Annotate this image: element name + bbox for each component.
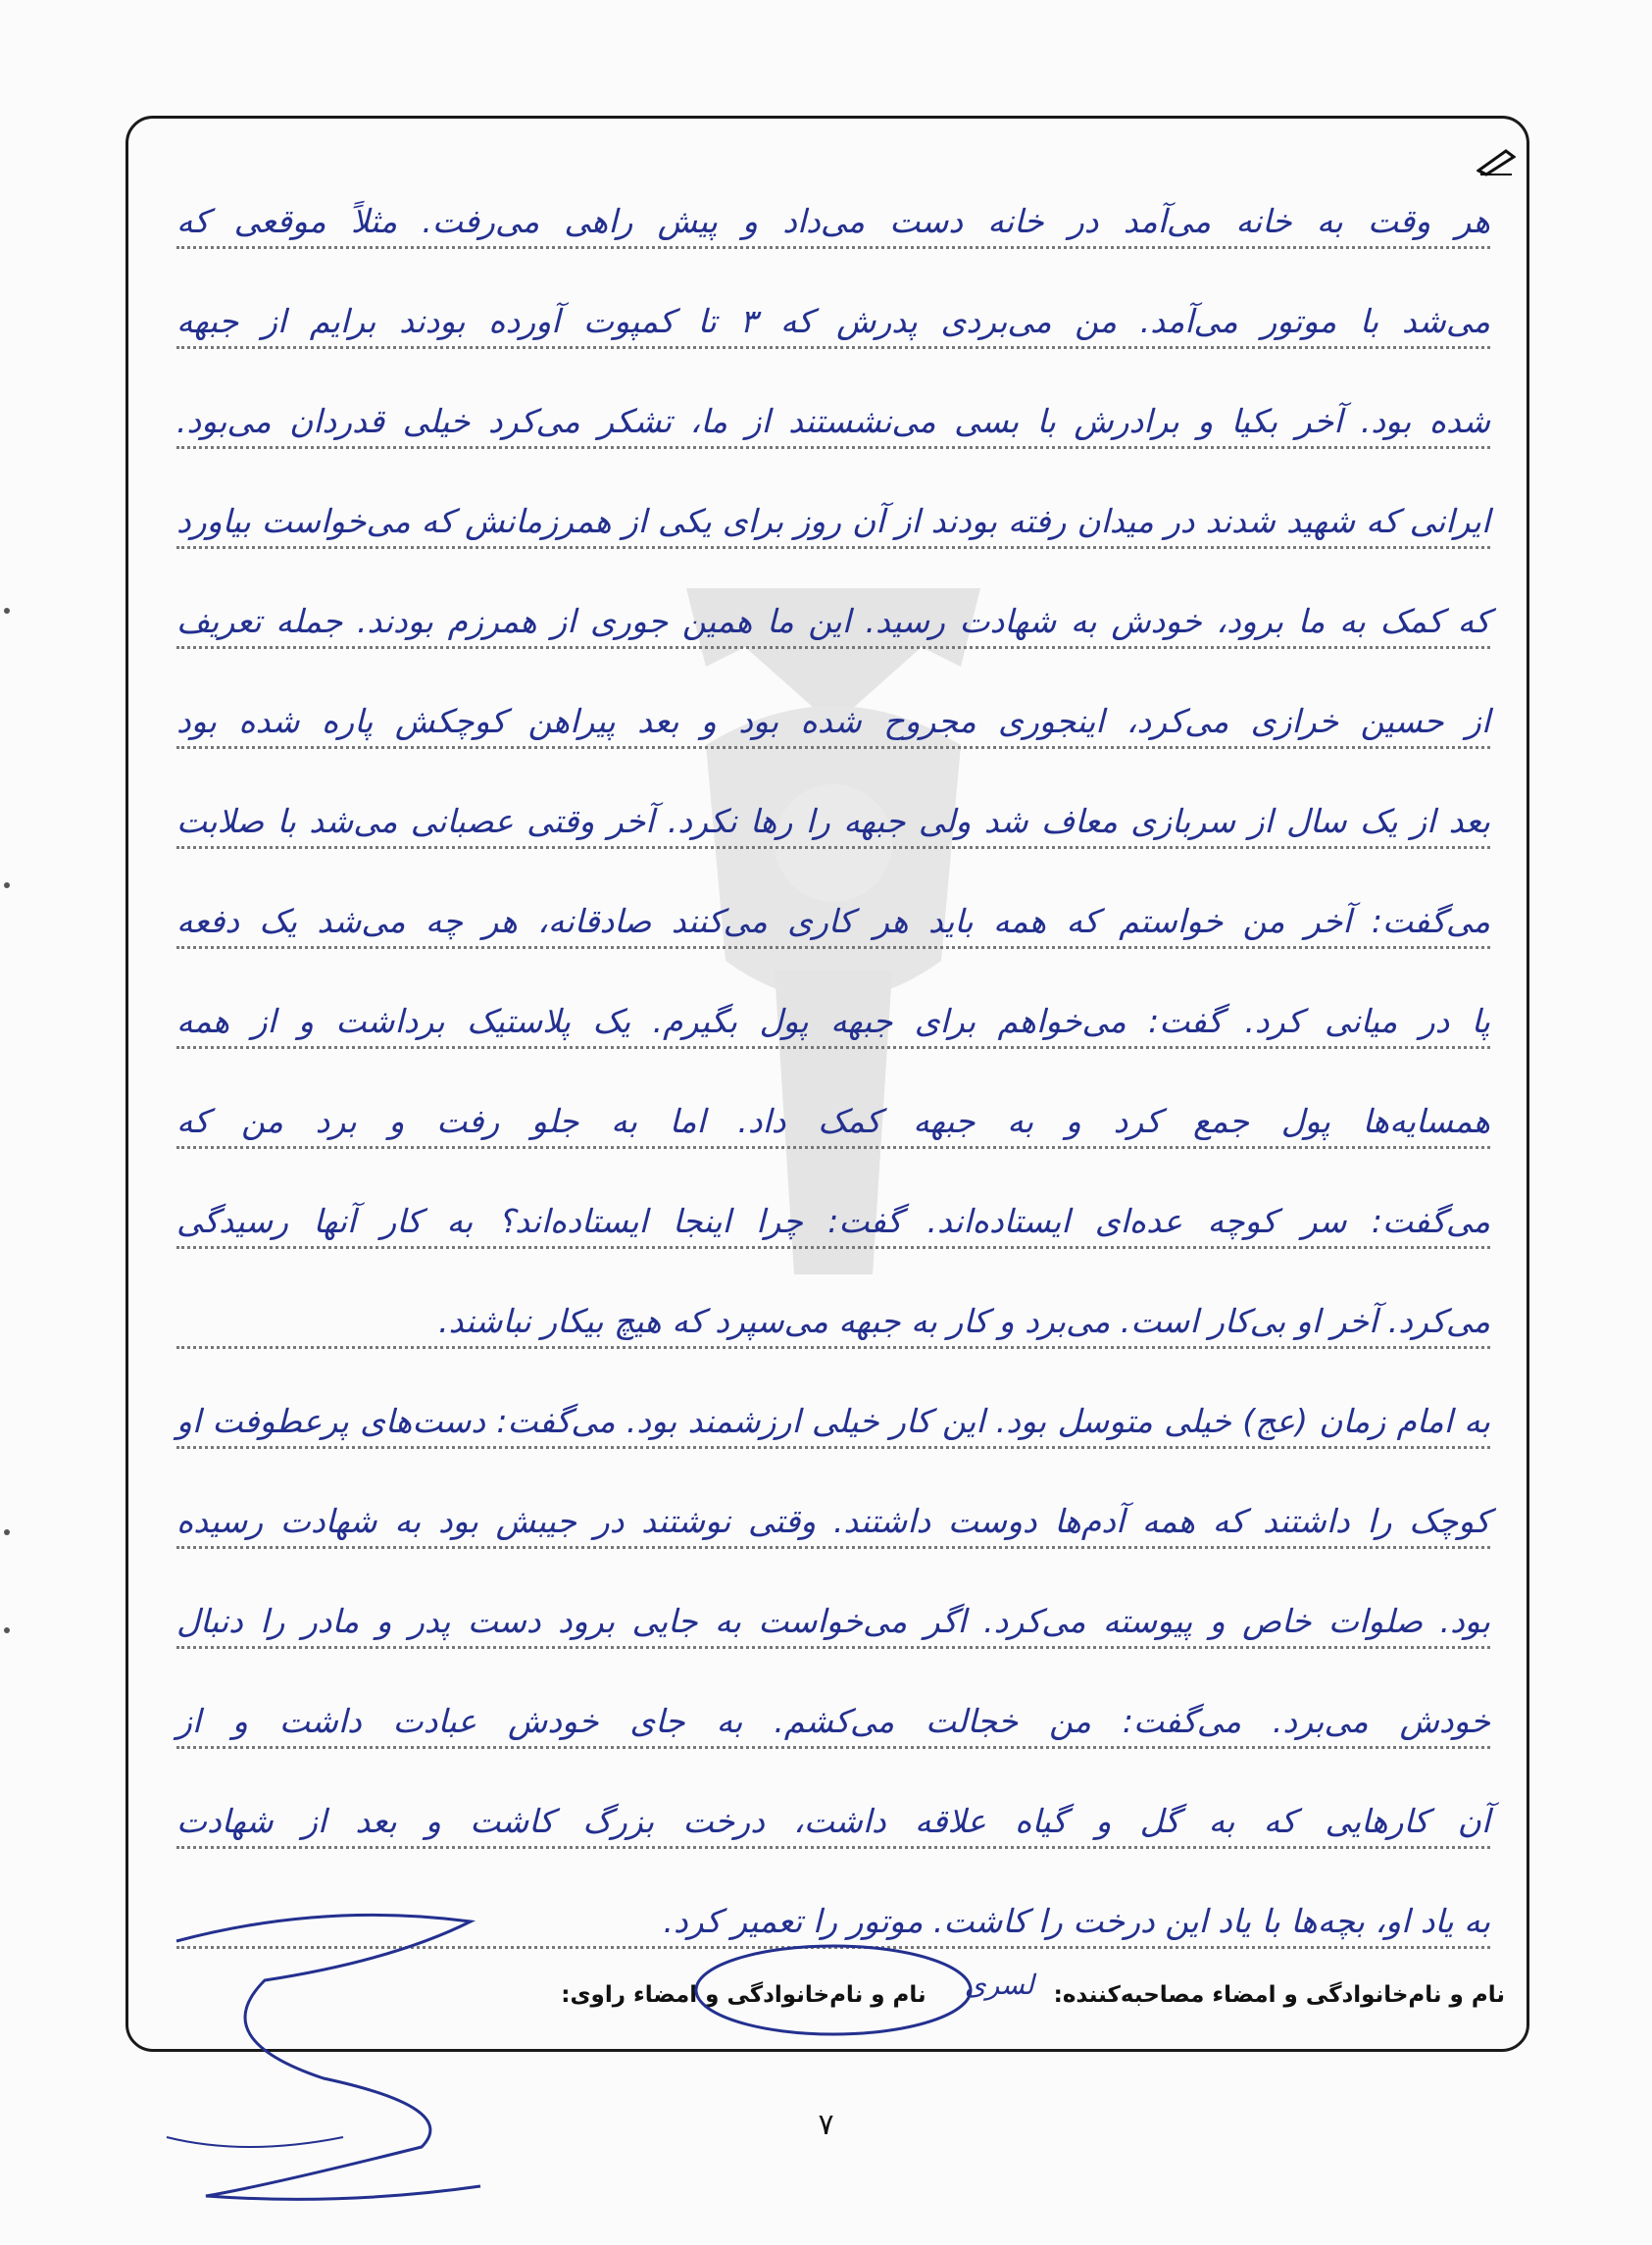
dotted-rule <box>176 1146 1490 1149</box>
dotted-rule <box>176 1246 1490 1249</box>
text-line <box>176 357 1490 457</box>
handwritten-body <box>176 157 1490 1957</box>
line-text: به یاد او، بچه‌ها با یاد این درخت را کاشت. موتور را تعمیر کرد. <box>663 1902 1490 1940</box>
text-line <box>176 1257 1490 1357</box>
line-text: پا در میانی کرد. گفت: می‌خواهم برای جبهه پول بگیرم. یک پلاستیک برداشت و از همه <box>176 1002 1490 1040</box>
binder-hole <box>4 882 10 888</box>
interviewer-label: نام و نام‌خانوادگی و امضاء مصاحبه‌کننده: <box>1053 1982 1505 2008</box>
text-line <box>176 157 1490 257</box>
line-text: آن کارهایی که به گل و گیاه علاقه داشت، درخت بزرگ کاشت و بعد از شهادت <box>176 1802 1490 1840</box>
text-line <box>176 957 1490 1057</box>
text-line <box>176 1357 1490 1457</box>
text-line <box>176 457 1490 557</box>
dotted-rule <box>176 1346 1490 1349</box>
line-text: هر وقت به خانه می‌آمد در خانه دست می‌داد و پیش راهی می‌رفت. مثلاً موقعی که <box>176 202 1490 240</box>
text-line <box>176 1657 1490 1757</box>
narrator-label: نام و نام‌خانوادگی و امضاء راوی: <box>561 1982 926 2008</box>
dotted-rule <box>176 746 1490 749</box>
narrator-signature <box>147 1902 520 2225</box>
text-line <box>176 1057 1490 1157</box>
dotted-rule <box>176 846 1490 849</box>
dotted-rule <box>176 1646 1490 1649</box>
line-text: خودش می‌برد. می‌گفت: من خجالت می‌کشم. به جای خودش عبادت داشت و از <box>176 1702 1490 1740</box>
line-text: می‌کرد. آخر او بی‌کار است. می‌برد و کار به جبهه می‌سپرد که هیچ بیکار نباشند. <box>438 1302 1490 1340</box>
dotted-rule <box>176 1546 1490 1549</box>
dotted-rule <box>176 246 1490 249</box>
dotted-rule <box>176 546 1490 549</box>
page-number: ۷ <box>818 2108 834 2142</box>
binder-hole <box>4 608 10 614</box>
line-text: به امام زمان (عج) خیلی متوسل بود. این کار خیلی ارزشمند بود. می‌گفت: دست‌های پرعطوفت او <box>176 1402 1490 1440</box>
line-text: شده بود. آخر بکیا و برادرش با بسی می‌نشستند از ما، تشکر می‌کرد خیلی قدردان می‌بود. <box>176 402 1490 440</box>
text-line <box>176 1157 1490 1257</box>
line-text: می‌شد با موتور می‌آمد. من می‌بردی پدرش که ۳ تا کمپوت آورده بودند برایم از جبهه <box>176 302 1490 340</box>
text-line <box>176 757 1490 857</box>
dotted-rule <box>176 1046 1490 1049</box>
binder-hole <box>4 1529 10 1535</box>
interviewer-signature-oval <box>686 1936 980 2044</box>
dotted-rule <box>176 1746 1490 1749</box>
dotted-rule <box>176 446 1490 449</box>
text-line <box>176 657 1490 757</box>
line-text: کوچک را داشتند که همه آدم‌ها دوست داشتند. وقتی نوشتند در جیبش بود به شهادت رسیده <box>176 1502 1490 1540</box>
binder-hole <box>4 1627 10 1633</box>
text-line <box>176 1557 1490 1657</box>
line-text: از حسین خرازی می‌کرد، اینجوری مجروح شده بود و بعد پیراهن کوچکش پاره شده بود <box>176 702 1490 740</box>
line-text: همسایه‌ها پول جمع کرد و به جبهه کمک داد. اما به جلو رفت و برد من که <box>176 1102 1490 1140</box>
dotted-rule <box>176 646 1490 649</box>
text-line <box>176 1757 1490 1857</box>
dotted-rule <box>176 346 1490 349</box>
text-line <box>176 257 1490 357</box>
text-line <box>176 1457 1490 1557</box>
text-line <box>176 857 1490 957</box>
line-text: که کمک به ما برود، خودش به شهادت رسید. این ما همین جوری از همرزم بودند. جمله تعریف <box>176 602 1490 640</box>
text-line <box>176 557 1490 657</box>
dotted-rule <box>176 1446 1490 1449</box>
line-text: بود. صلوات خاص و پیوسته می‌کرد. اگر می‌خواست به جایی برود دست پدر و مادر را دنبال <box>176 1602 1490 1640</box>
line-text: می‌گفت: آخر من خواستم که همه باید هر کاری می‌کنند صادقانه، هر چه می‌شد یک دفعه <box>176 902 1490 940</box>
line-text: می‌گفت: سر کوچه عده‌ای ایستاده‌اند. گفت: چرا اینجا ایستاده‌اند؟ به کار آنها رسیدگی <box>176 1202 1490 1240</box>
line-text: بعد از یک سال از سربازی معاف شد ولی جبهه را رها نکرد. آخر وقتی عصبانی می‌شد با صلابت <box>176 802 1490 840</box>
binder-holes <box>0 0 20 2245</box>
interviewer-signature: لسری <box>964 1969 1034 2001</box>
line-text: ایرانی که شهید شدند در میدان رفته بودند از آن روز برای یکی از همرزمانش که می‌خواست بیاورد <box>176 502 1490 540</box>
dotted-rule <box>176 1846 1490 1849</box>
dotted-rule <box>176 946 1490 949</box>
